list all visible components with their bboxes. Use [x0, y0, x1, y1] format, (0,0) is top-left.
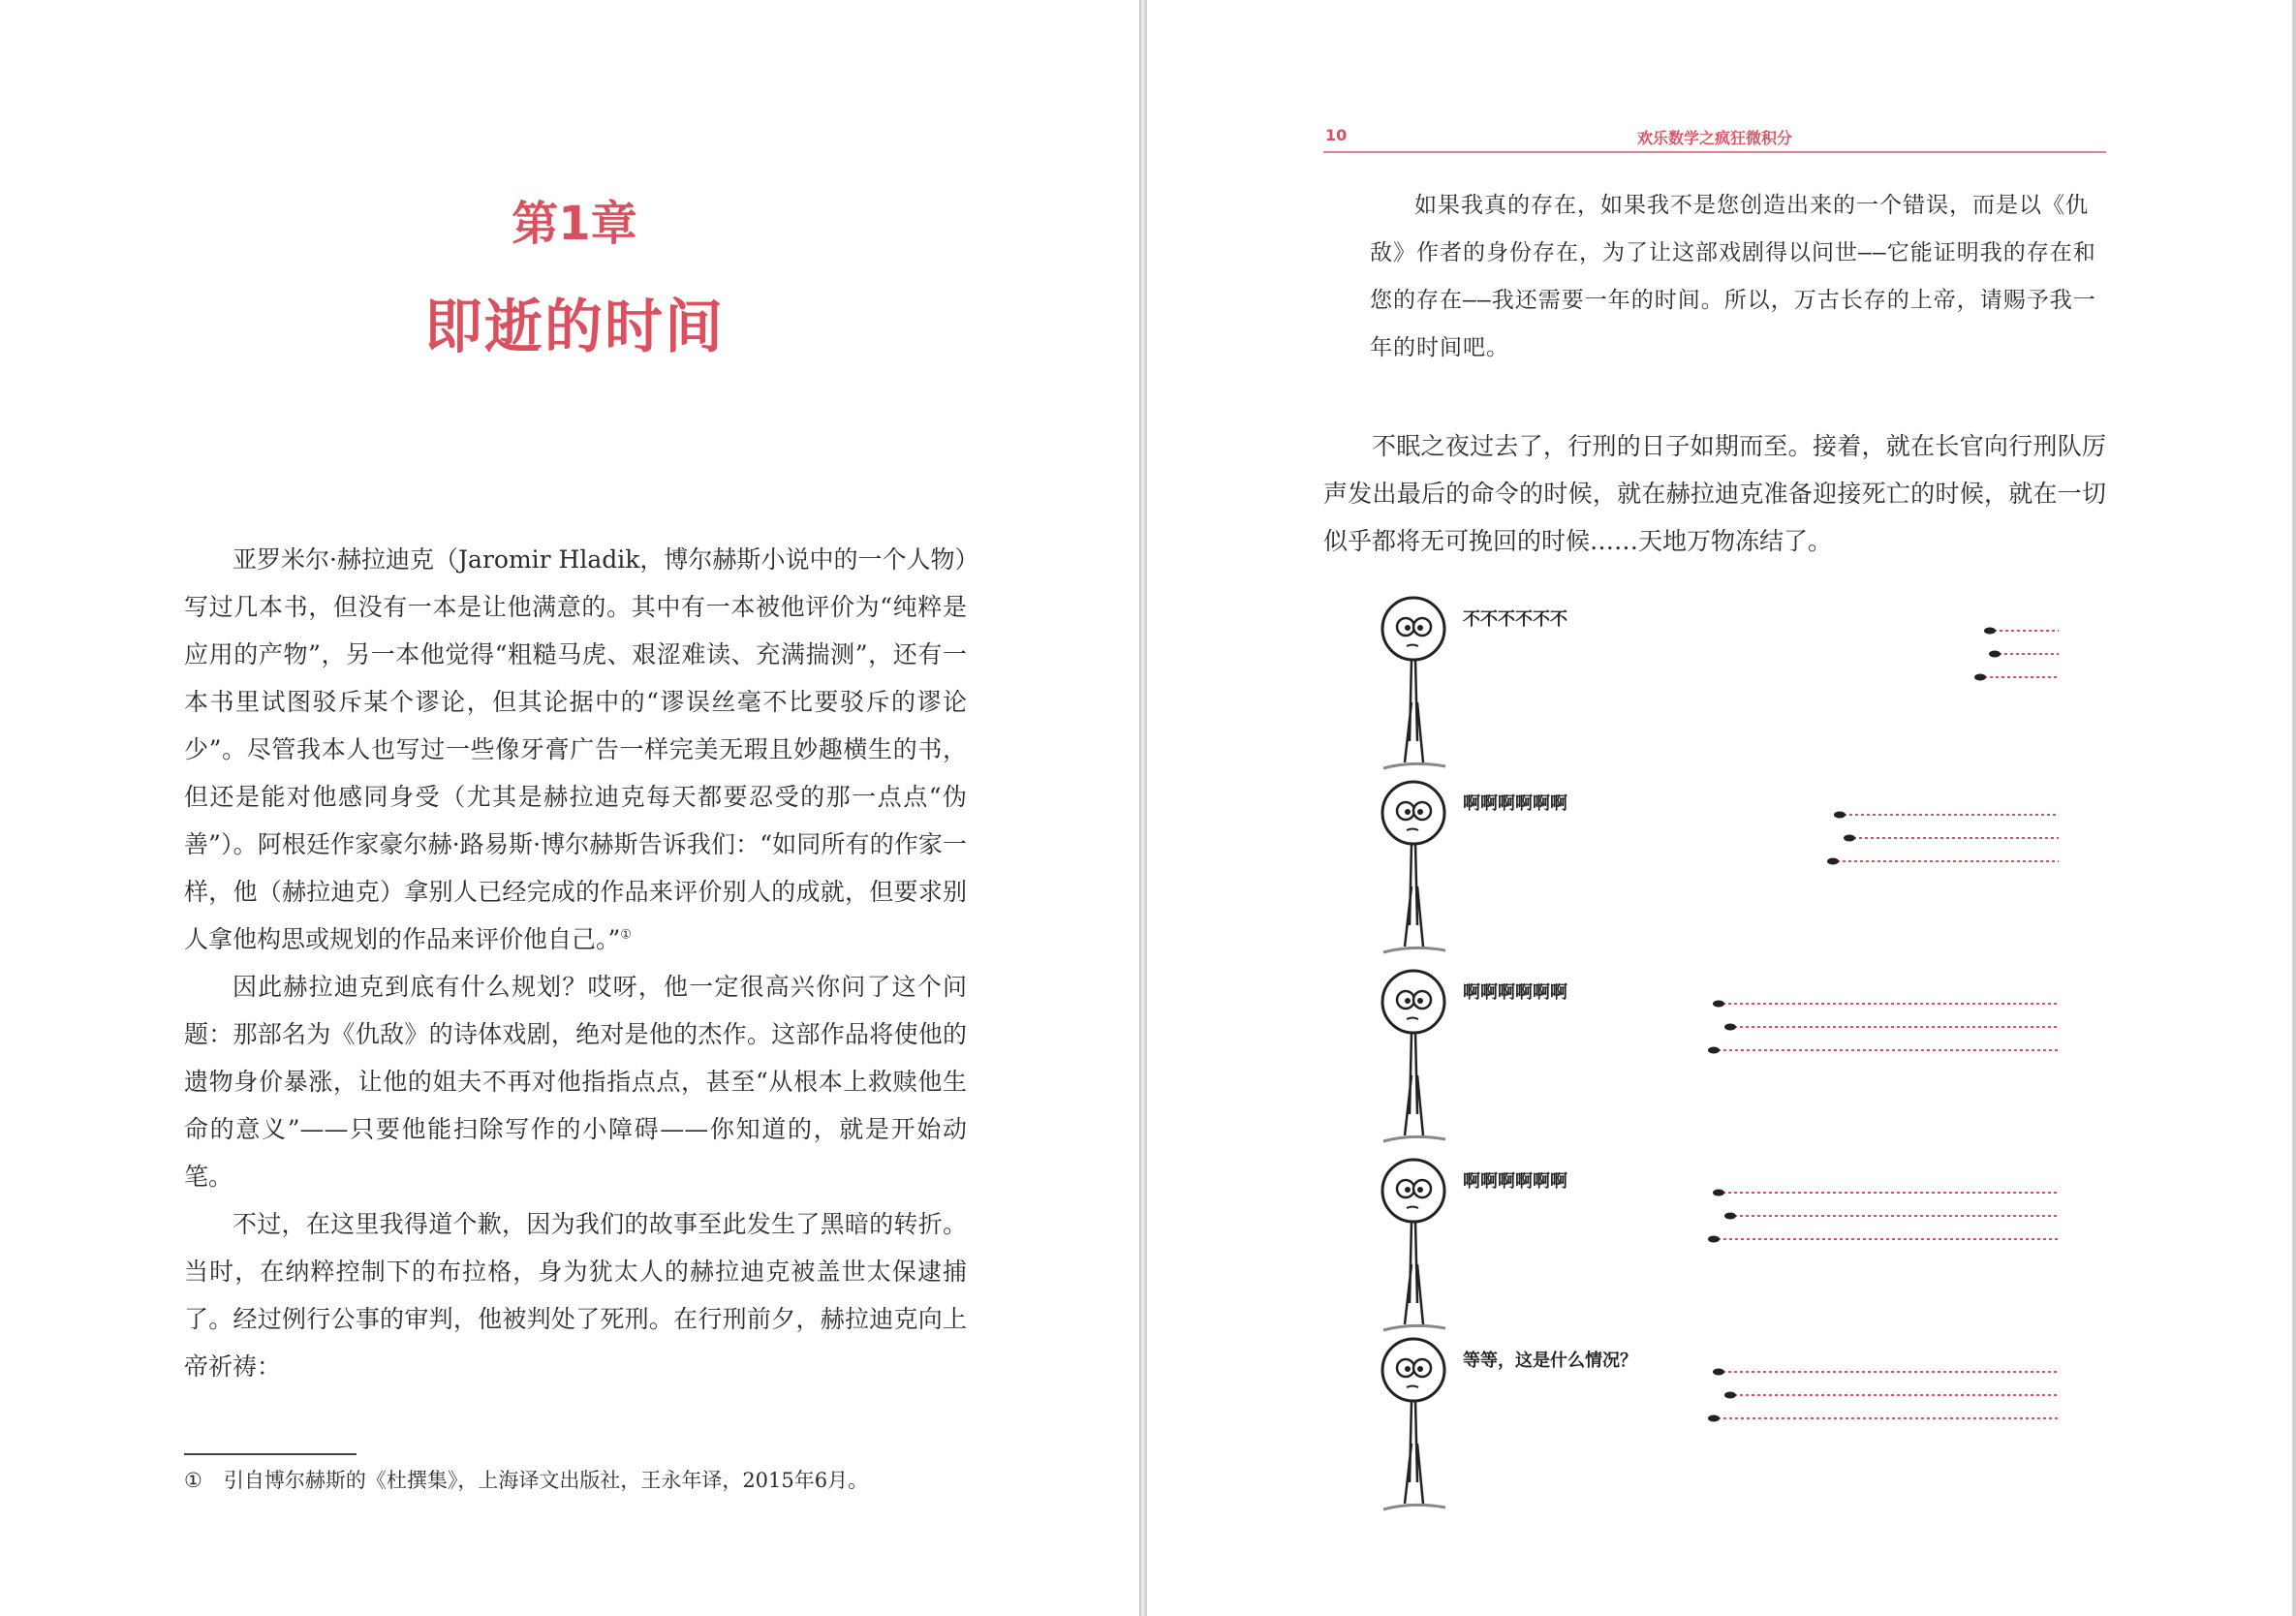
bullet-trail: [1844, 835, 2059, 842]
bullet-trail: [1827, 858, 2059, 865]
comic-caption: 啊啊啊啊啊啊: [1463, 793, 1567, 814]
paragraph: [184, 536, 967, 963]
bullet-trail: [1834, 812, 2059, 819]
bullet-trail: [1984, 628, 2059, 635]
paragraph-text: 亚罗米尔·赫拉迪克（Jaromir Hladik，博尔赫斯小说中的一个人物）写过几本书，但没有一本是让他满意的。其中有一本被他评价为“纯粹是应用的产物”，另一本他觉得“粗糙马虎、艰涩难读、充满揣测”，还有一本书里试图驳斥某个谬论，但其论据中的“谬误丝毫不比要驳斥的谬论少”。尽管我本人也写过一些像牙膏广告一样完美无瑕且妙趣横生的书，但还是能对他感同身受（尤其是赫拉迪克每天都要忍受的那一点点“伪善”）。阿根廷作家豪尔赫·路易斯·博尔赫斯告诉我们：“如同所有的作家一样，他（赫拉迪克）拿别人已经完成的作品来评价别人的成就，但要求别人拿他构思或规划的作品来评价他自己。”: [184, 545, 967, 953]
speed-lines: [1147, 780, 2296, 964]
speed-lines: [1147, 596, 2296, 780]
footnote-marker: ①: [184, 1469, 202, 1492]
comic-caption: 啊啊啊啊啊啊: [1463, 982, 1567, 1003]
comic-caption: 啊啊啊啊啊啊: [1463, 1171, 1567, 1192]
footnote-rule: [184, 1453, 357, 1455]
comic-panel: [1147, 596, 2296, 780]
right-body-text: [1323, 422, 2106, 565]
prayer-quote: [1370, 182, 2106, 372]
paragraph: 不眠之夜过去了，行刑的日子如期而至。接着，就在长官向行刑队厉声发出最后的命令的时候，就在赫拉迪克准备迎接死亡的时候，就在一切似乎都将无可挽回的时候……天地万物冻结了。: [1323, 432, 2106, 555]
quote-text: 如果我真的存在，如果我不是您创造出来的一个错误，而是以《仇敌》作者的身份存在，为了让这部戏剧得以问世——它能证明我的存在和您的存在——我还需要一年的时间。所以，万古长存的上帝，请赐予我一年的时间吧。: [1370, 193, 2096, 360]
bullet-trail: [1724, 1024, 2059, 1031]
paragraph: 因此赫拉迪克到底有什么规划？哎呀，他一定很高兴你问了这个问题：那部名为《仇敌》的诗体戏剧，绝对是他的杰作。这部作品将使他的遗物身价暴涨，让他的姐夫不再对他指指点点，甚至“从根本上救赎他生命的意义”——只要他能扫除写作的小障碍——你知道的，就是开始动笔。: [184, 973, 967, 1191]
page-number: 10: [1325, 126, 1348, 144]
comic-panel: [1147, 780, 2296, 964]
speed-lines: [1147, 969, 2296, 1153]
left-body-text: [184, 536, 967, 1390]
speed-lines: [1147, 1337, 2296, 1521]
comic-panel: [1147, 1158, 2296, 1342]
footnote: [184, 1463, 1056, 1498]
left-page: [0, 0, 1139, 1616]
chapter-title: 即逝的时间: [424, 294, 725, 361]
bullet-trail: [1713, 1369, 2059, 1376]
right-page: [1147, 0, 2296, 1616]
paragraph: 不过，在这里我得道个歉，因为我们的故事至此发生了黑暗的转折。当时，在纳粹控制下的布拉格，身为犹太人的赫拉迪克被盖世太保逮捕了。经过例行公事的审判，他被判处了死刑。在行刑前夕，赫拉迪克向上帝祈祷：: [184, 1210, 967, 1381]
bullet-trail: [1713, 1190, 2059, 1196]
bullet-trail: [1708, 1047, 2059, 1054]
comic-panel: [1147, 1337, 2296, 1521]
page-edge: [2292, 0, 2296, 1616]
comic-panel: [1147, 969, 2296, 1153]
chapter-number: 第1章: [512, 197, 637, 251]
footnote-ref: ①: [620, 927, 632, 943]
comic-caption: 等等，这是什么情况？: [1463, 1351, 1637, 1371]
speed-lines: [1147, 1158, 2296, 1342]
bullet-trail: [1989, 651, 2059, 658]
bullet-trail: [1724, 1392, 2059, 1399]
book-gutter: [1139, 0, 1147, 1616]
bullet-trail: [1708, 1415, 2059, 1422]
running-header: [1323, 124, 2106, 153]
comic-caption: 不不不不不不: [1463, 609, 1567, 630]
bullet-trail: [1713, 1001, 2059, 1008]
bullet-trail: [1974, 674, 2059, 681]
header-title: 欢乐数学之疯狂微积分: [1636, 129, 1792, 147]
footnote-text: 引自博尔赫斯的《杜撰集》，上海译文出版社，王永年译，2015年6月。: [223, 1469, 869, 1492]
bullet-trail: [1708, 1236, 2059, 1243]
bullet-trail: [1724, 1213, 2059, 1220]
